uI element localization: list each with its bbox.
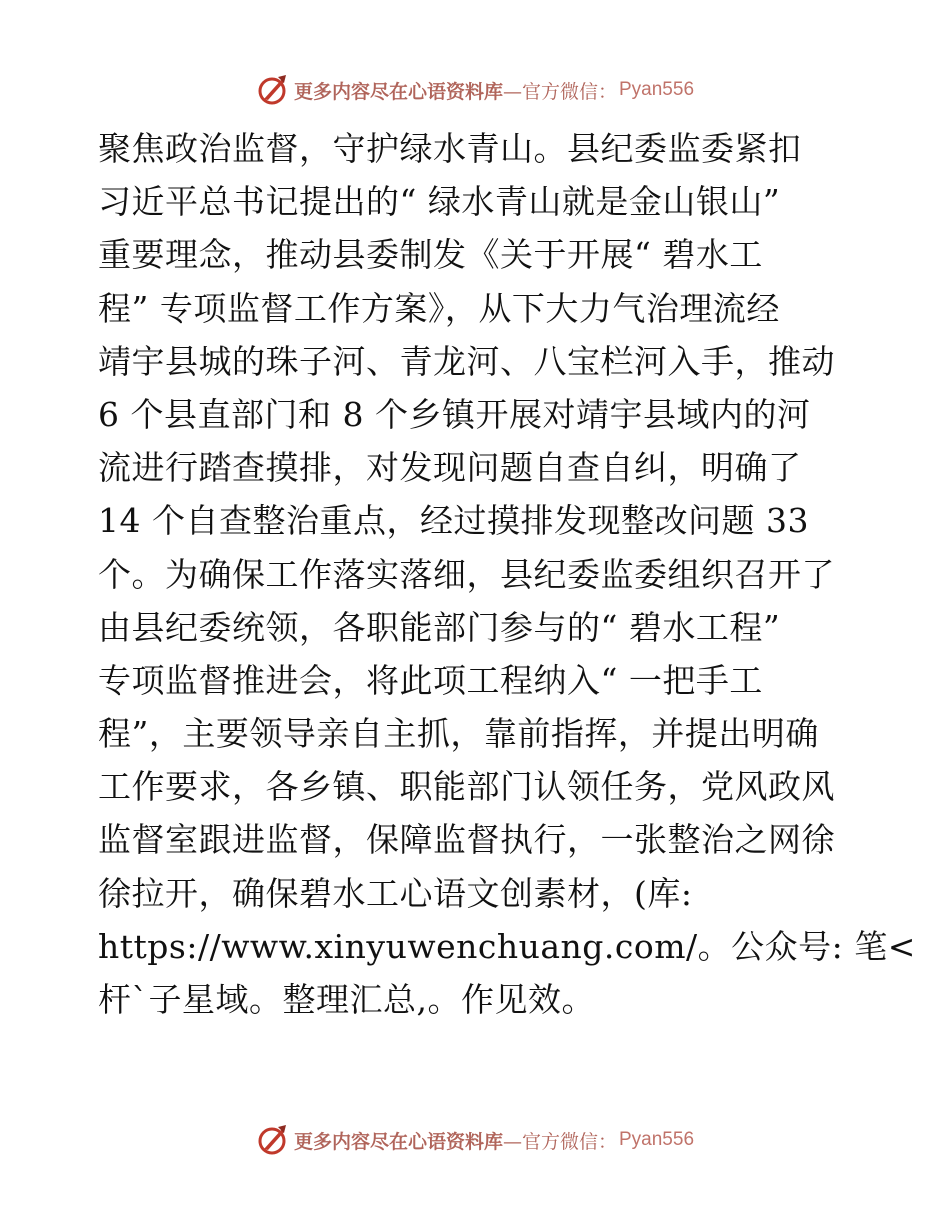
quill-logo-icon [256,73,290,107]
body-line: 14 个自查整治重点，经过摸排发现整改问题 33 [98,501,809,541]
body-line: 杆`子星域。整理汇总,。作见效。 [98,980,595,1019]
body-line: 徐拉开，确保碧水工心语文创素材，(库: [98,873,693,913]
body-line: 个。为确保工作落实落细，县纪委监委组织召开了 [98,554,835,594]
body-line: 监督室跟进监督，保障监督执行，一张整治之网徐 [98,820,835,860]
official-wechat-label: —官方微信： [502,80,617,103]
footer-banner [0,1120,950,1160]
body-line: 靖宇县城的珠子河、青龙河、八宝栏河入手，推动 [98,341,835,381]
header-banner [0,70,950,110]
official-wechat-label: —官方微信： [502,1130,617,1153]
body-line: 程”，主要领导亲自主抓，靠前指挥，并提出明确 [98,714,819,754]
body-line: 专项监督推进会，将此项工程纳入“ 一把手工 [98,660,763,700]
body-line: 程” 专项监督工作方案》，从下大力气治理流经 [98,288,780,328]
wechat-id: Pyan556 [619,1129,695,1150]
body-line: 6 个县直部门和 8 个乡镇开展对靖宇县域内的河 [98,394,811,434]
wechat-id: Pyan556 [619,79,695,100]
body-line: 工作要求，各乡镇、职能部门认领任务，党风政风 [98,767,835,807]
body-line: 重要理念，推动县委制发《关于开展“ 碧水工 [98,235,763,275]
article-body [98,122,916,1026]
body-line: 习近平总书记提出的“ 绿水青山就是金山银山” [98,182,781,222]
quill-logo-icon [256,1123,290,1157]
body-line: 由县纪委统领，各职能部门参与的“ 碧水工程” [98,607,781,647]
library-name: 更多内容尽在心语资料库 [293,1130,503,1153]
library-name: 更多内容尽在心语资料库 [293,80,503,103]
body-line: 流进行踏查摸排，对发现问题自查自纠，明确了 [98,448,802,488]
body-line: 聚焦政治监督，守护绿水青山。县纪委监委紧扣 [98,129,802,168]
body-line: https://www.xinyuwenchuang.com/。公众号: 笔< [98,926,916,966]
